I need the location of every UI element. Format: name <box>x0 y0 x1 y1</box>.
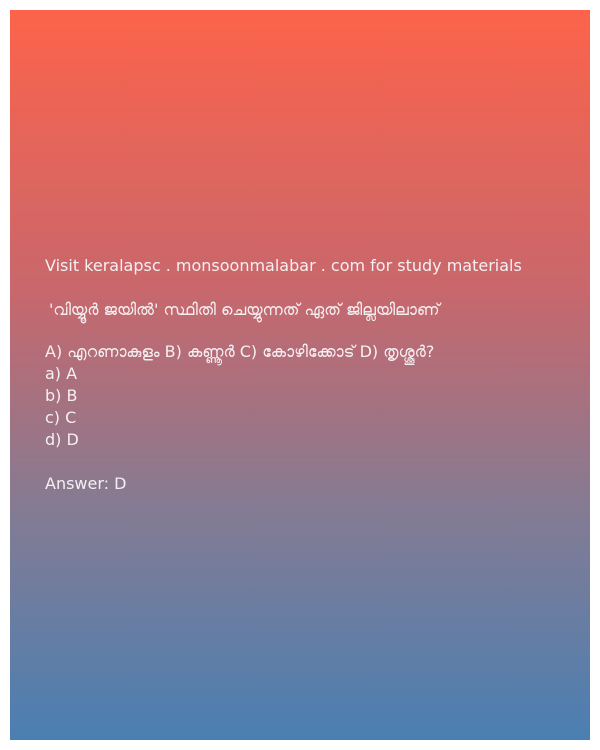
promo-text: Visit keralapsc . monsoonmalabar . com for study materials <box>45 256 522 275</box>
answer-text: Answer: D <box>45 474 127 493</box>
choice-c: c) C <box>45 408 77 427</box>
choice-a: a) A <box>45 364 78 383</box>
quiz-card <box>10 10 590 740</box>
options-line: A) എറണാകുളം B) കണ്ണൂർ C) കോഴിക്കോട് D) തൃശ്ശൂർ? <box>45 342 435 361</box>
quiz-content <box>45 255 575 495</box>
choice-d: d) D <box>45 430 79 449</box>
question-text: 'വിയ്യൂർ ജയിൽ' സ്ഥിതി ചെയ്യുന്നത് ഏത് ജില്ലയിലാണ് <box>49 300 440 319</box>
choice-b: b) B <box>45 386 78 405</box>
